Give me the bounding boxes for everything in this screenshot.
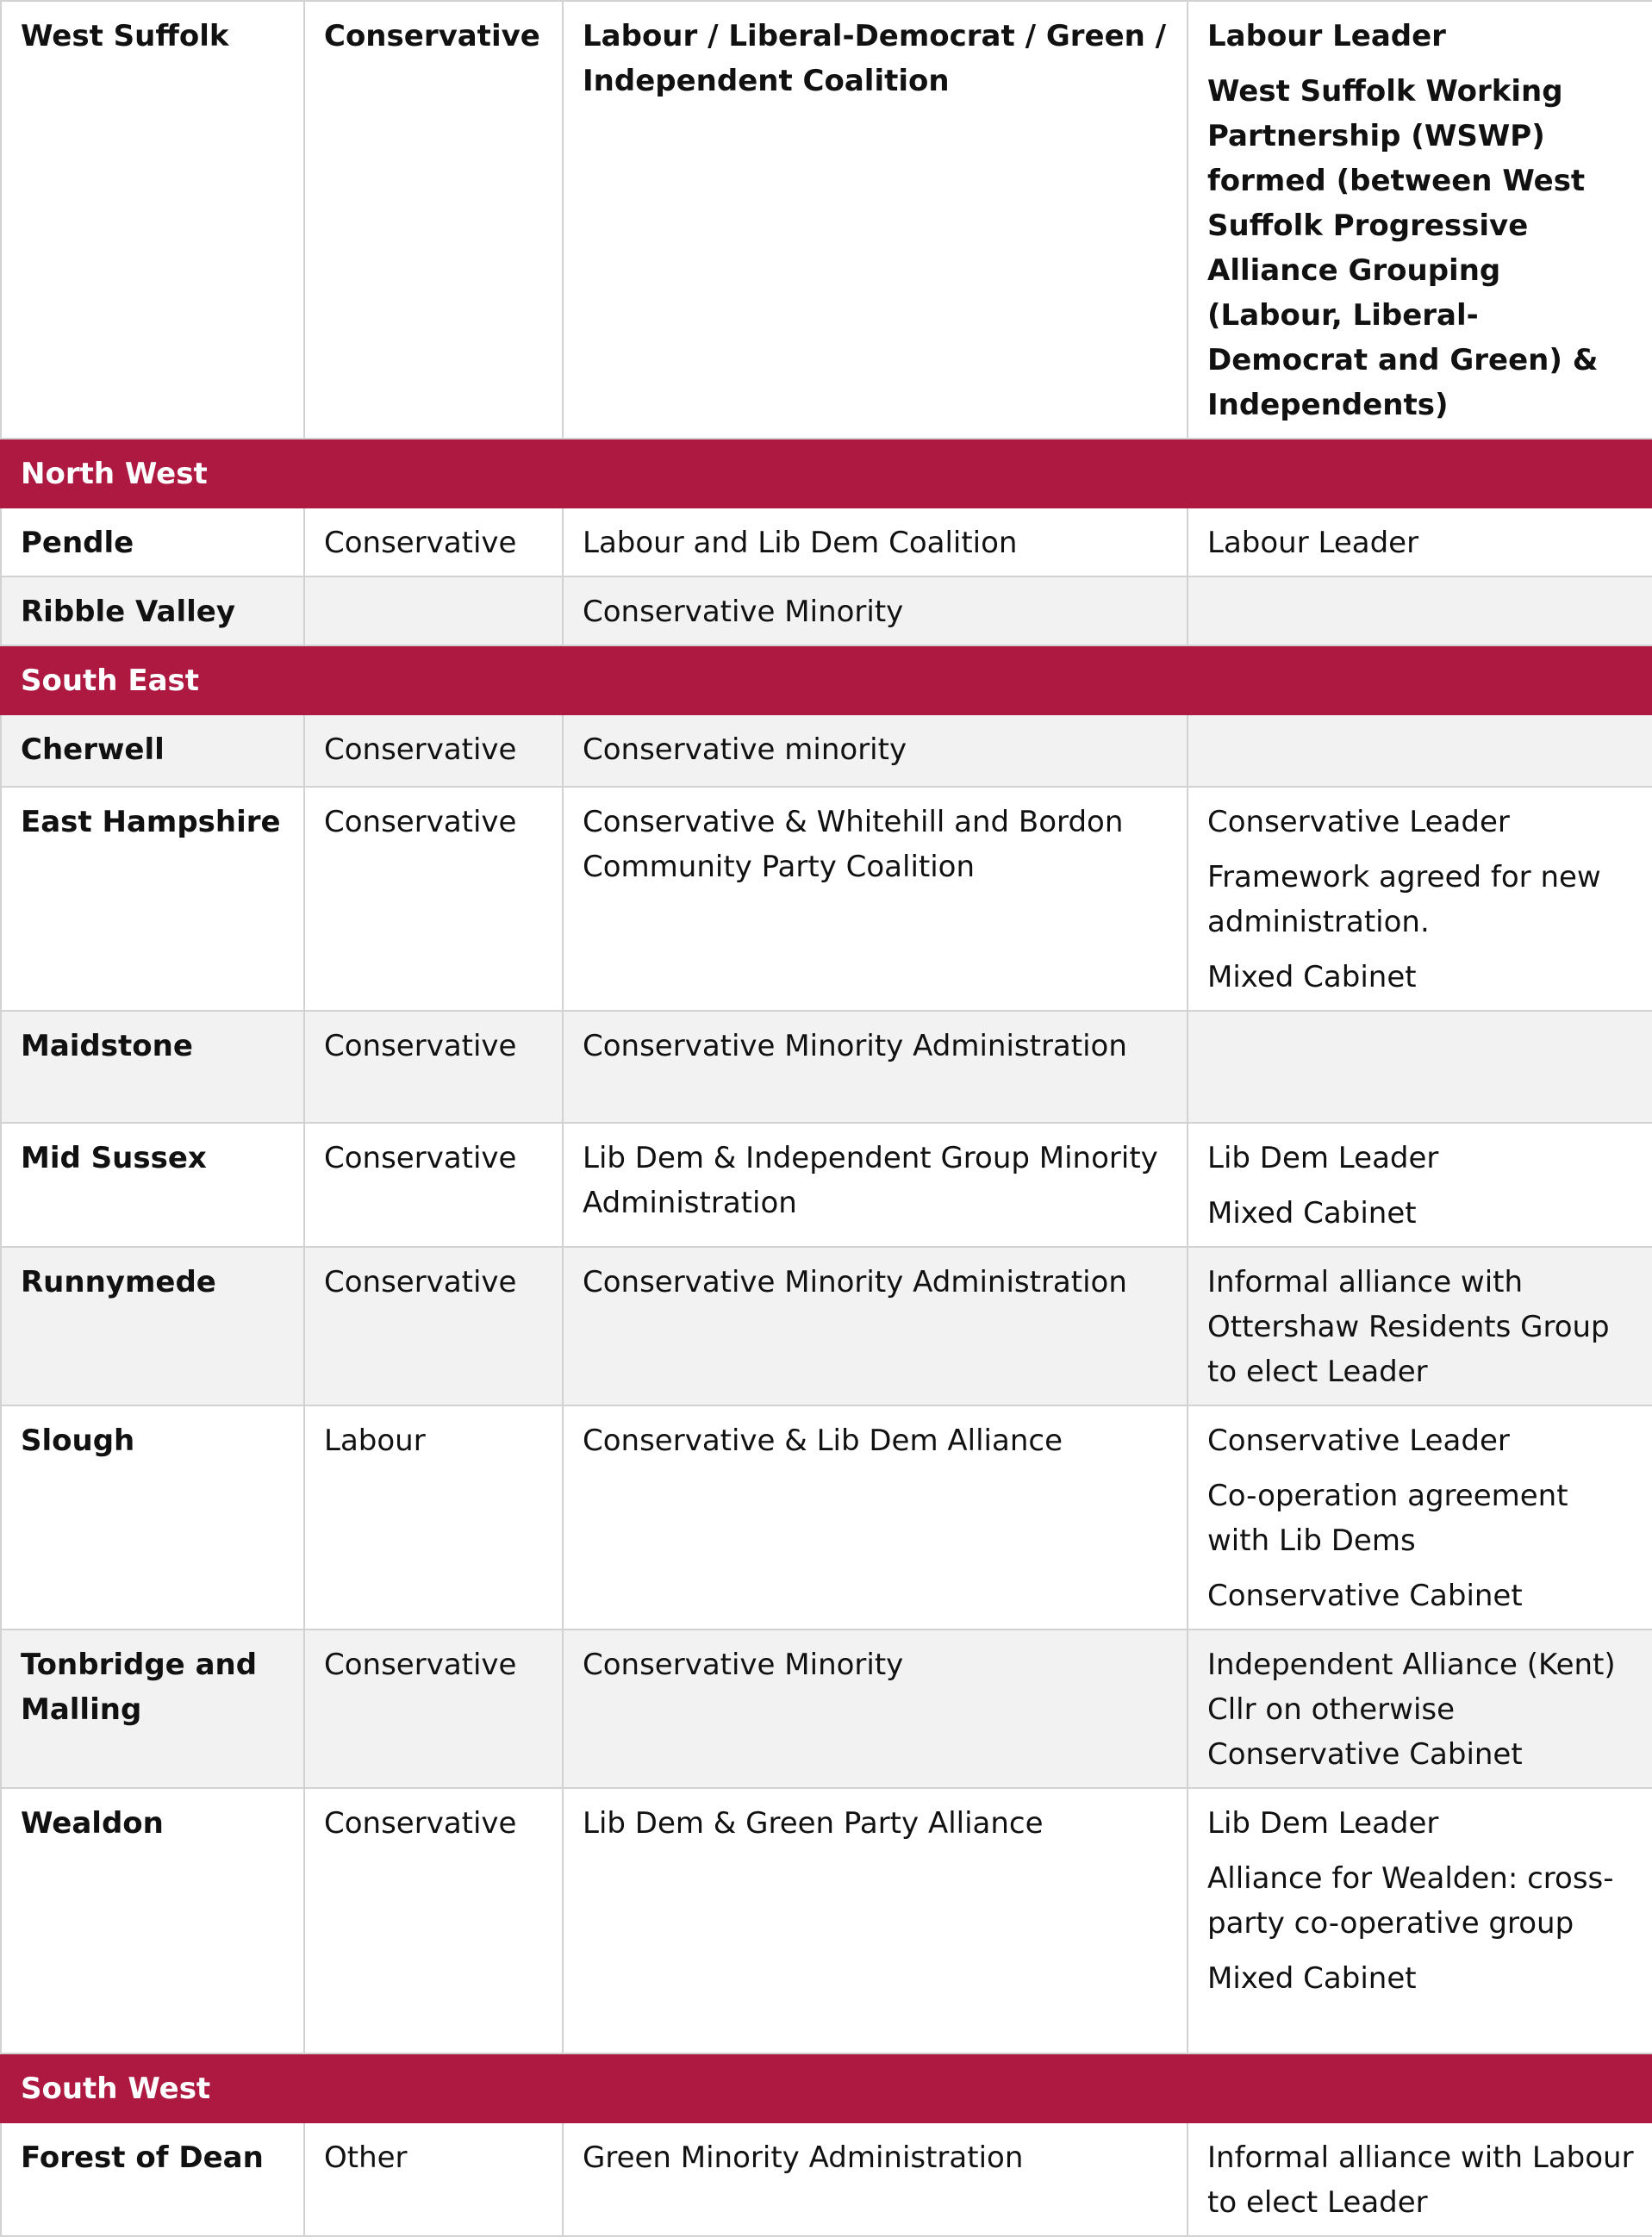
table-row-wealdon [1, 1788, 1652, 2053]
region-label: South East [1, 645, 1652, 714]
previous-control: Conservative [304, 787, 563, 1011]
new-administration: Conservative Minority [563, 576, 1188, 645]
note-line: Co-operation agreement with Lib Dems [1207, 1479, 1568, 1558]
note-line: Mixed Cabinet [1207, 960, 1417, 994]
council-name: Ribble Valley [1, 576, 304, 645]
previous-control: Conservative [304, 1629, 563, 1788]
note-line: Conservative Leader [1207, 1424, 1510, 1458]
note-line: Conservative Leader [1207, 805, 1510, 839]
leadership-notes [1188, 1123, 1652, 1247]
new-administration: Conservative Minority Administration [563, 1247, 1188, 1405]
note-line: Mixed Cabinet [1207, 1196, 1417, 1231]
new-administration: Lib Dem & Independent Group Minority Administration [563, 1123, 1188, 1247]
note-line: West Suffolk Working Partnership (WSWP) formed (between West Suffolk Progressive Alliance Grouping (Labour, Liberal-Democrat and Green) & Independents) [1207, 74, 1599, 422]
council-name: Pendle [1, 508, 304, 576]
leadership-notes [1188, 1405, 1652, 1629]
previous-control: Conservative [304, 1247, 563, 1405]
leadership-notes [1188, 576, 1652, 645]
table-row-tonbridge-and-malling [1, 1629, 1652, 1788]
table-row-ribble-valley [1, 576, 1652, 645]
previous-control: Conservative [304, 1011, 563, 1123]
leadership-notes [1188, 1247, 1652, 1405]
note-line: Lib Dem Leader [1207, 1141, 1439, 1175]
new-administration: Conservative & Lib Dem Alliance [563, 1405, 1188, 1629]
new-administration: Conservative & Whitehill and Bordon Community Party Coalition [563, 787, 1188, 1011]
table-row-cherwell [1, 714, 1652, 787]
previous-control: Labour [304, 1405, 563, 1629]
note-line: Alliance for Wealden: cross-party co-operative group [1207, 1861, 1614, 1941]
previous-control: Conservative [304, 1, 563, 439]
new-administration: Green Minority Administration [563, 2122, 1188, 2236]
council-name: Forest of Dean [1, 2122, 304, 2236]
previous-control: Other [304, 2122, 563, 2236]
region-header-south-west [1, 2053, 1652, 2122]
previous-control: Conservative [304, 1123, 563, 1247]
leadership-notes [1188, 508, 1652, 576]
note-line: Conservative Cabinet [1207, 1579, 1523, 1613]
table-row-east-hampshire [1, 787, 1652, 1011]
new-administration: Conservative Minority Administration [563, 1011, 1188, 1123]
leadership-notes [1188, 1011, 1652, 1123]
new-administration: Conservative Minority [563, 1629, 1188, 1788]
council-name: Mid Sussex [1, 1123, 304, 1247]
council-name: Maidstone [1, 1011, 304, 1123]
council-name: Cherwell [1, 714, 304, 787]
region-header-south-east [1, 645, 1652, 714]
table-row-forest-of-dean [1, 2122, 1652, 2236]
table-row-mid-sussex [1, 1123, 1652, 1247]
leadership-notes [1188, 1629, 1652, 1788]
table-row-west-suffolk [1, 1, 1652, 439]
table-row-slough [1, 1405, 1652, 1629]
new-administration: Lib Dem & Green Party Alliance [563, 1788, 1188, 2053]
note-line: Informal alliance with Labour to elect Leader [1207, 2140, 1634, 2220]
council-name: Wealdon [1, 1788, 304, 2053]
note-line: Labour Leader [1207, 526, 1419, 560]
leadership-notes [1188, 2122, 1652, 2236]
region-label: South West [1, 2053, 1652, 2122]
leadership-notes [1188, 787, 1652, 1011]
previous-control [304, 576, 563, 645]
council-name: East Hampshire [1, 787, 304, 1011]
table-row-maidstone [1, 1011, 1652, 1123]
new-administration: Labour and Lib Dem Coalition [563, 508, 1188, 576]
council-name: Slough [1, 1405, 304, 1629]
note-line: Informal alliance with Ottershaw Residents Group to elect Leader [1207, 1265, 1610, 1389]
previous-control: Conservative [304, 1788, 563, 2053]
council-name: Runnymede [1, 1247, 304, 1405]
previous-control: Conservative [304, 714, 563, 787]
table-row-runnymede [1, 1247, 1652, 1405]
note-line: Mixed Cabinet [1207, 1961, 1417, 1996]
region-header-north-west [1, 439, 1652, 508]
previous-control: Conservative [304, 508, 563, 576]
table-row-pendle [1, 508, 1652, 576]
council-name: West Suffolk [1, 1, 304, 439]
leadership-notes [1188, 714, 1652, 787]
council-name: Tonbridge and Malling [1, 1629, 304, 1788]
note-line: Labour Leader [1207, 19, 1446, 53]
note-line: Independent Alliance (Kent) Cllr on otherwise Conservative Cabinet [1207, 1648, 1616, 1772]
new-administration: Labour / Liberal-Democrat / Green / Independent Coalition [563, 1, 1188, 439]
note-line: Framework agreed for new administration. [1207, 860, 1601, 939]
new-administration: Conservative minority [563, 714, 1188, 787]
leadership-notes [1188, 1788, 1652, 2053]
note-line: Lib Dem Leader [1207, 1806, 1439, 1841]
region-label: North West [1, 439, 1652, 508]
leadership-notes [1188, 1, 1652, 439]
